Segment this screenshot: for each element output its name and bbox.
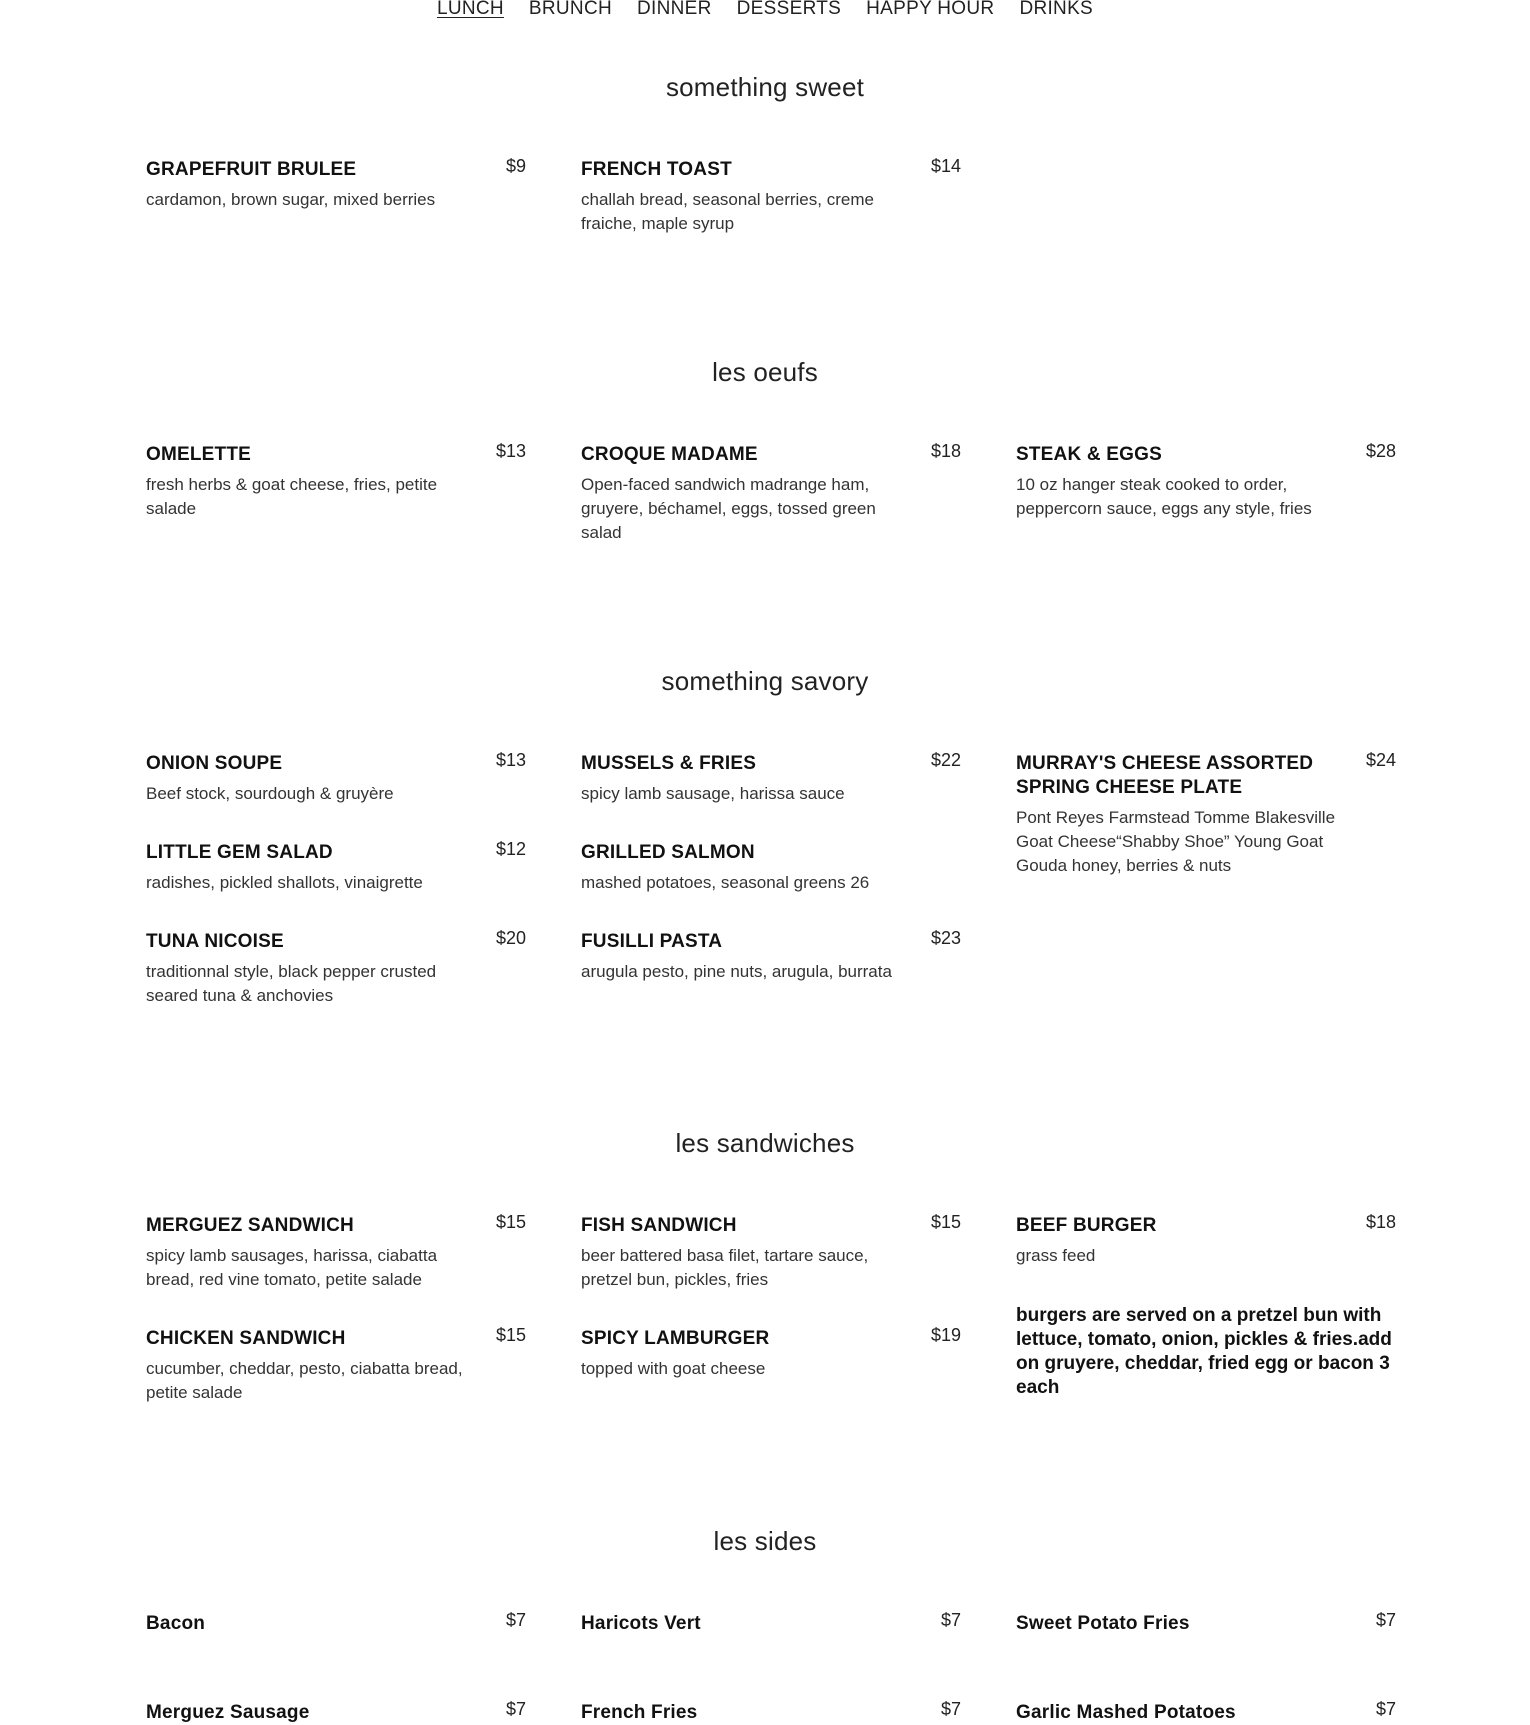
menu-item bbox=[581, 752, 961, 806]
menu-item bbox=[1016, 443, 1396, 521]
item-price: $7 bbox=[1375, 1699, 1396, 1719]
item-name: BEEF BURGER bbox=[1016, 1215, 1157, 1236]
item-price: $13 bbox=[495, 441, 526, 461]
menu-item bbox=[146, 1612, 526, 1636]
section-title-sweet: something sweet bbox=[665, 72, 865, 102]
item-desc: spicy lamb sausage, harissa sauce bbox=[581, 784, 845, 803]
item-name: SPICY LAMBURGER bbox=[581, 1328, 770, 1349]
item-name: TUNA NICOISE bbox=[146, 931, 284, 952]
item-desc: challah bread, seasonal berries, creme fraiche, maple syrup bbox=[581, 190, 874, 233]
burger-note: burgers are served on a pretzel bun with lettuce, tomato, onion, pickles & fries.add on gruyere, cheddar, fried egg or bacon 3 each bbox=[1016, 1305, 1392, 1398]
menu-item bbox=[146, 158, 526, 212]
tab-happy-hour[interactable]: HAPPY HOUR bbox=[866, 0, 995, 19]
item-name: FISH SANDWICH bbox=[581, 1215, 737, 1236]
item-price: $12 bbox=[495, 839, 526, 859]
item-name: ONION SOUPE bbox=[146, 753, 283, 774]
menu-item bbox=[1016, 1701, 1396, 1725]
menu-item bbox=[146, 841, 526, 895]
item-price: $9 bbox=[505, 156, 526, 176]
tab-brunch[interactable]: BRUNCH bbox=[528, 0, 613, 19]
menu-nav bbox=[0, 0, 1530, 30]
item-desc: grass feed bbox=[1016, 1246, 1096, 1265]
item-desc: traditionnal style, black pepper crusted seared tuna & anchovies bbox=[146, 962, 437, 1005]
item-desc: beer battered basa filet, tartare sauce, pretzel bun, pickles, fries bbox=[581, 1246, 869, 1289]
item-name: FUSILLI PASTA bbox=[581, 931, 723, 952]
section-title-oeufs: les oeufs bbox=[712, 357, 818, 387]
menu-item bbox=[581, 1214, 961, 1292]
item-name: MUSSELS & FRIES bbox=[581, 753, 757, 774]
item-name: GRAPEFRUIT BRULEE bbox=[146, 159, 357, 180]
item-price: $15 bbox=[930, 1212, 961, 1232]
item-desc: spicy lamb sausages, harissa, ciabatta bread, red vine tomato, petite salade bbox=[146, 1246, 438, 1289]
item-desc: Open-faced sandwich madrange ham, gruyere, béchamel, eggs, tossed green salad bbox=[581, 475, 876, 542]
menu-item bbox=[146, 1327, 526, 1405]
item-desc: topped with goat cheese bbox=[581, 1359, 766, 1378]
section-title-sandwiches: les sandwiches bbox=[675, 1128, 855, 1158]
menu-item bbox=[1016, 1214, 1396, 1268]
item-name: CHICKEN SANDWICH bbox=[146, 1328, 346, 1349]
section-title-sides: les sides bbox=[713, 1526, 817, 1556]
menu-item bbox=[581, 1612, 961, 1636]
item-name: GRILLED SALMON bbox=[581, 842, 755, 863]
item-price: $19 bbox=[930, 1325, 961, 1345]
item-desc: fresh herbs & goat cheese, fries, petite salade bbox=[146, 475, 438, 518]
item-name: MURRAY'S CHEESE ASSORTED SPRING CHEESE PLATE bbox=[1016, 753, 1314, 798]
section-title-savory: something savory bbox=[661, 666, 869, 696]
menu-item bbox=[581, 158, 961, 236]
tab-desserts[interactable]: DESSERTS bbox=[736, 0, 842, 19]
item-price: $15 bbox=[495, 1325, 526, 1345]
item-name: French Fries bbox=[581, 1702, 698, 1723]
item-name: Merguez Sausage bbox=[146, 1702, 310, 1723]
menu-item bbox=[146, 752, 526, 806]
item-desc: mashed potatoes, seasonal greens 26 bbox=[581, 873, 870, 892]
item-price: $28 bbox=[1365, 441, 1396, 461]
item-price: $7 bbox=[940, 1610, 961, 1630]
item-name: FRENCH TOAST bbox=[581, 159, 732, 180]
item-name: Haricots Vert bbox=[581, 1613, 701, 1634]
item-name: MERGUEZ SANDWICH bbox=[146, 1215, 354, 1236]
item-desc: Beef stock, sourdough & gruyère bbox=[146, 784, 394, 803]
item-desc: Pont Reyes Farmstead Tomme Blakesville Goat Cheese“Shabby Shoe” Young Goat Gouda honey, berries & nuts bbox=[1016, 808, 1336, 875]
menu-item bbox=[581, 1327, 961, 1381]
item-desc: arugula pesto, pine nuts, arugula, burrata bbox=[581, 962, 892, 981]
menu-item bbox=[1016, 752, 1396, 878]
menu-item bbox=[146, 443, 526, 521]
menu-item bbox=[581, 1701, 961, 1725]
item-price: $24 bbox=[1365, 750, 1396, 770]
item-price: $7 bbox=[1375, 1610, 1396, 1630]
tab-dinner[interactable]: DINNER bbox=[637, 0, 712, 19]
item-desc: cardamon, brown sugar, mixed berries bbox=[146, 190, 436, 209]
menu-item bbox=[146, 1701, 526, 1725]
item-name: LITTLE GEM SALAD bbox=[146, 842, 333, 863]
item-name: STEAK & EGGS bbox=[1016, 444, 1162, 465]
item-desc: 10 oz hanger steak cooked to order, peppercorn sauce, eggs any style, fries bbox=[1016, 475, 1312, 518]
item-desc: cucumber, cheddar, pesto, ciabatta bread, petite salade bbox=[146, 1359, 463, 1402]
item-desc: radishes, pickled shallots, vinaigrette bbox=[146, 873, 423, 892]
tab-drinks[interactable]: DRINKS bbox=[1019, 0, 1094, 19]
menu-item bbox=[581, 930, 961, 984]
menu-item bbox=[581, 841, 961, 895]
tab-lunch[interactable]: LUNCH bbox=[436, 0, 504, 19]
item-name: OMELETTE bbox=[146, 444, 252, 465]
item-price: $18 bbox=[930, 441, 961, 461]
item-name: Sweet Potato Fries bbox=[1016, 1613, 1190, 1634]
item-name: Garlic Mashed Potatoes bbox=[1016, 1702, 1236, 1723]
item-price: $15 bbox=[495, 1212, 526, 1232]
menu-item bbox=[581, 443, 961, 545]
item-price: $7 bbox=[505, 1610, 526, 1630]
menu-item bbox=[146, 1214, 526, 1292]
item-price: $18 bbox=[1365, 1212, 1396, 1232]
item-price: $22 bbox=[930, 750, 961, 770]
item-name: Bacon bbox=[146, 1613, 206, 1634]
item-price: $14 bbox=[930, 156, 961, 176]
menu-item bbox=[1016, 1612, 1396, 1636]
item-price: $23 bbox=[930, 928, 961, 948]
item-name: CROQUE MADAME bbox=[581, 444, 758, 465]
item-price: $7 bbox=[505, 1699, 526, 1719]
menu-item bbox=[146, 930, 526, 1008]
item-price: $7 bbox=[940, 1699, 961, 1719]
item-price: $13 bbox=[495, 750, 526, 770]
item-price: $20 bbox=[495, 928, 526, 948]
